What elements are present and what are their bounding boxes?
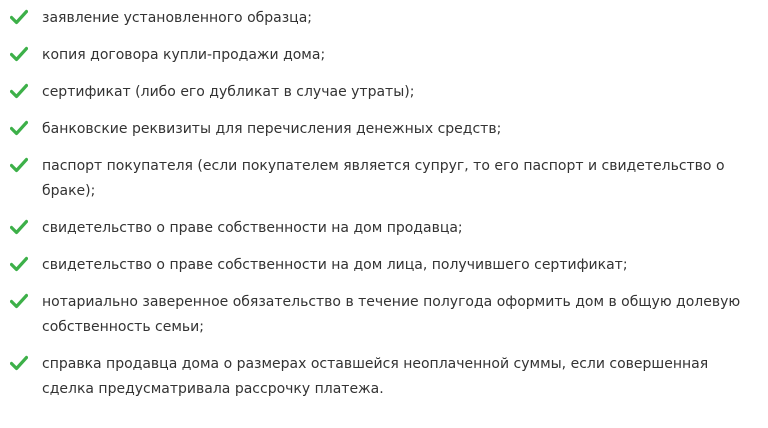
list-item: [0, 290, 768, 340]
list-item: [0, 352, 768, 402]
checkmark-icon: [10, 256, 28, 272]
checkmark-icon: [10, 83, 28, 99]
checkmark-icon: [10, 293, 28, 309]
list-item-text: банковские реквизиты для перечисления денежных средств;: [42, 121, 502, 137]
list-item-text: нотариально заверенное обязательство в течение полугода оформить дом в общую долевую собственность семьи;: [42, 294, 741, 335]
checkmark-icon: [10, 120, 28, 136]
list-item-text: свидетельство о праве собственности на дом лица, получившего сертификат;: [42, 257, 628, 273]
checkmark-icon: [10, 355, 28, 371]
list-item: [0, 43, 768, 68]
checkmark-icon: [10, 157, 28, 173]
list-item: [0, 253, 768, 278]
list-item: [0, 6, 768, 31]
list-item-text: сертификат (либо его дубликат в случае утраты);: [42, 84, 415, 100]
list-item-text: свидетельство о праве собственности на дом продавца;: [42, 220, 463, 236]
list-item-text: справка продавца дома о размерах оставшейся неоплаченной суммы, если совершенная сделка предусматривала рассрочку платежа.: [42, 356, 709, 397]
list-item: [0, 80, 768, 105]
list-item-text: паспорт покупателя (если покупателем является супруг, то его паспорт и свидетельство о браке);: [42, 158, 725, 199]
list-item-text: копия договора купли-продажи дома;: [42, 47, 326, 63]
list-item-text: заявление установленного образца;: [42, 10, 312, 26]
checkmark-icon: [10, 219, 28, 235]
list-item: [0, 154, 768, 204]
list-item: [0, 117, 768, 142]
list-item: [0, 216, 768, 241]
checkmark-icon: [10, 9, 28, 25]
checkmark-icon: [10, 46, 28, 62]
